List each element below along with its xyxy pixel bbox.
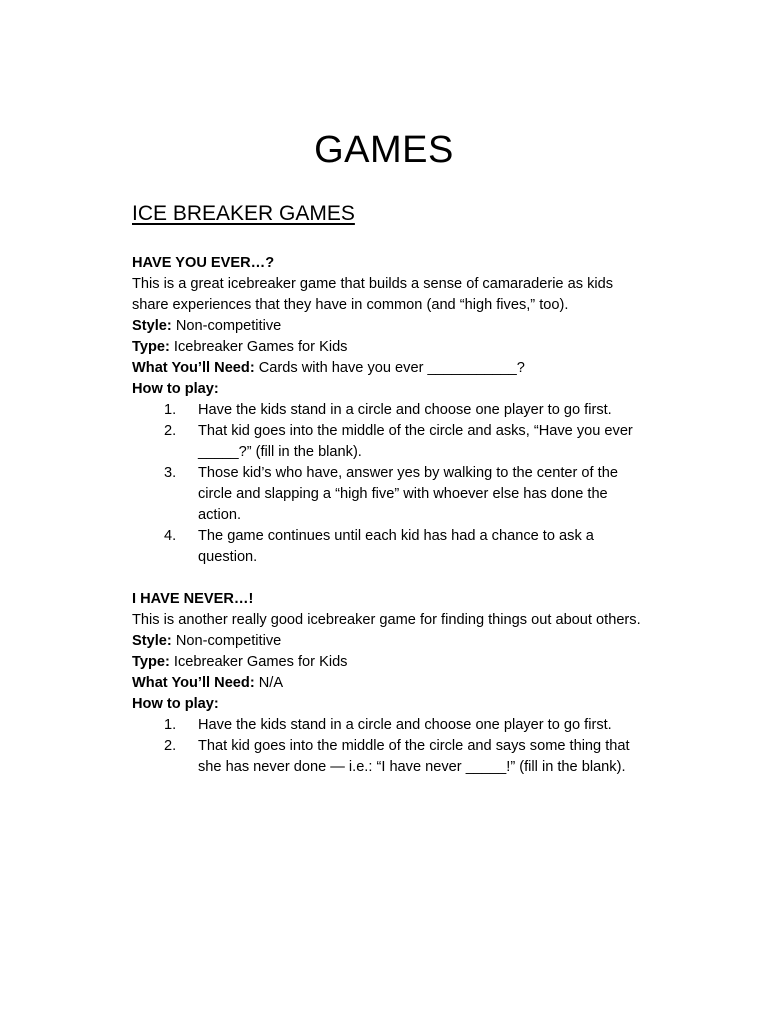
section-title: ICE BREAKER GAMES [132,202,355,225]
howto-label: How to play: [132,696,219,712]
need-value: Cards with have you ever ___________? [258,360,525,376]
need-label: What You’ll Need: [132,360,255,376]
game-section-have-you-ever [132,253,652,568]
list-item [132,400,652,421]
game-section-i-have-never [132,589,652,778]
steps-list [132,400,652,568]
step-text: Have the kids stand in a circle and choose one player to go first. [198,717,612,733]
style-value: Non-competitive [175,318,282,334]
game-style [132,316,652,337]
list-item [132,526,652,568]
step-text: That kid goes into the middle of the circle and asks, “Have you ever _____?” (fill in the blank). [198,423,633,460]
game-type [132,652,652,673]
list-item [132,463,652,526]
steps-list [132,715,652,778]
game-need [132,673,652,694]
document-title: GAMES [314,129,454,171]
step-text: That kid goes into the middle of the circle and says some thing that she has never done — i.e.: “I have never _____!” (fill in the blank). [198,738,630,775]
game-title: I HAVE NEVER…! [132,591,254,607]
game-title: HAVE YOU EVER…? [132,255,275,271]
style-value: Non-competitive [175,633,282,649]
type-label: Type: [132,339,170,355]
howto-label: How to play: [132,381,219,397]
game-description: This is a great icebreaker game that builds a sense of camaraderie as kids share experiences that they have in common (and “high fives,” too). [132,276,614,313]
section-spacer [132,568,652,589]
need-value: N/A [258,675,284,691]
list-item [132,421,652,463]
step-number: 4. [164,528,177,544]
game-style [132,631,652,652]
step-number: 1. [164,717,177,733]
step-number: 1. [164,402,177,418]
step-text: Those kid’s who have, answer yes by walking to the center of the circle and slapping a “high five” with whoever else has done the action. [198,465,618,523]
step-text: Have the kids stand in a circle and choose one player to go first. [198,402,612,418]
document-body [132,253,652,778]
style-label: Style: [132,318,172,334]
step-number: 2. [164,423,177,439]
type-label: Type: [132,654,170,670]
step-number: 2. [164,738,177,754]
step-number: 3. [164,465,177,481]
list-item [132,736,652,778]
type-value: Icebreaker Games for Kids [173,654,348,670]
step-text: The game continues until each kid has had a chance to ask a question. [198,528,594,565]
game-description: This is another really good icebreaker game for finding things out about others. [132,612,641,628]
game-need [132,358,652,379]
need-label: What You’ll Need: [132,675,255,691]
game-type [132,337,652,358]
style-label: Style: [132,633,172,649]
list-item [132,715,652,736]
type-value: Icebreaker Games for Kids [173,339,348,355]
